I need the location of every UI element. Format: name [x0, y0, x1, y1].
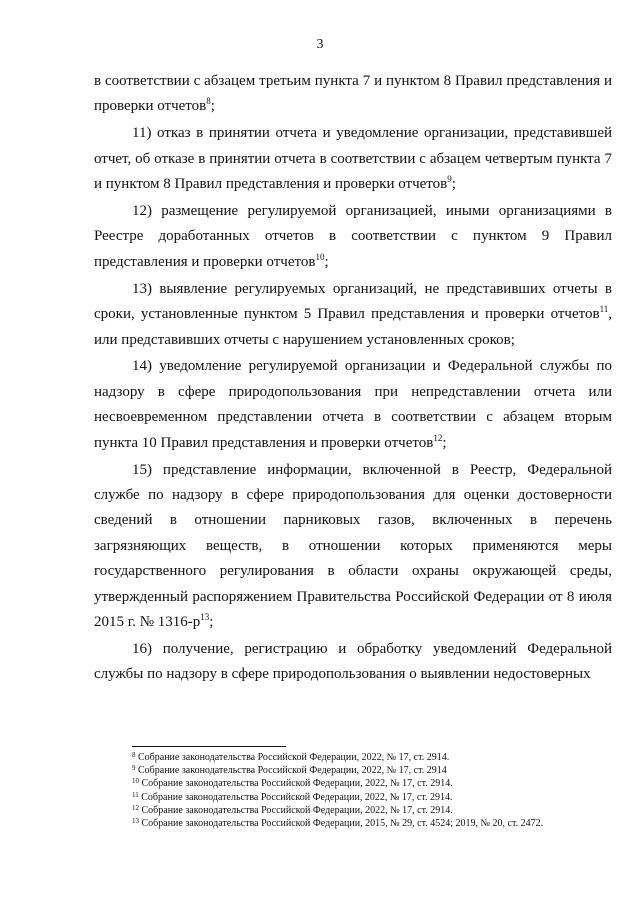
paragraph-tail: , или представивших отчеты с нарушением установленных сроков; [94, 306, 612, 348]
paragraph-text: 15) представление информации, включенной в Реестр, Федеральной службе по надзору в сфере природопользования для оценки достоверности сведений в отношении парниковых газов, включенных в перечень загрязняющих веществ, в отношении которых применяются меры государственного регулирования в области охраны окружающей среды, утвержденный распоряжением Правительства Российской Федерации от 8 июля 2015 г. № 1316-р [94, 461, 612, 631]
paragraph-tail: ; [451, 176, 456, 193]
footnote [132, 751, 612, 764]
footnote-number: 9 [132, 764, 136, 773]
footnote-ref: 11 [599, 304, 609, 315]
footnote-number: 11 [132, 790, 139, 799]
footnote-ref: 8 [206, 96, 211, 107]
footnote-text: Собрание законодательства Российской Федерации, 2022, № 17, ст. 2914 [138, 765, 447, 777]
footnote-ref: 9 [447, 174, 452, 185]
paragraph-text: 14) уведомление регулируемой организации и Федеральной службы по надзору в сфере природопользования при непредставлении отчета или несвоевременном представлении отчета в соответствии с абзацем вторым пункта 10 Правил представления и проверки отчетов [94, 358, 612, 451]
paragraph-item-14 [94, 354, 612, 456]
footnote-ref: 13 [200, 612, 210, 623]
footnote [132, 777, 612, 790]
document-body [94, 69, 612, 688]
footnote-number: 12 [132, 803, 139, 812]
paragraph-text: 16) получение, регистрацию и обработку уведомлений Федеральной службы по надзору в сфере природопользования о выявлении недостоверных [94, 640, 612, 683]
paragraph-tail: ; [324, 253, 329, 270]
paragraph-text: 11) отказ в принятии отчета и уведомление организации, представившей отчет, об отказе в принятии отчета в соответствии с абзацем четвертым пункта 7 и пунктом 8 Правил представления и проверки отчетов [94, 125, 612, 193]
footnotes [132, 751, 612, 830]
footnote-text: Собрание законодательства Российской Федерации, 2022, № 17, ст. 2914. [138, 752, 450, 763]
footnote-text: Собрание законодательства Российской Федерации, 2022, № 17, ст. 2914. [141, 778, 453, 790]
footnote-ref: 10 [315, 251, 325, 262]
footnote [132, 817, 612, 830]
footnote-number: 8 [132, 751, 136, 759]
paragraph-item-12 [94, 199, 612, 275]
paragraph-item-13 [94, 277, 612, 353]
footnote-number: 13 [132, 817, 139, 826]
footnote [132, 764, 612, 777]
footnote-ref: 12 [433, 432, 443, 443]
footnote [132, 791, 612, 804]
footnote-separator [132, 746, 286, 747]
paragraph-continuation [94, 69, 612, 120]
footnote [132, 804, 612, 817]
paragraph-item-16 [94, 637, 612, 688]
paragraph-tail: ; [442, 434, 447, 451]
footnote-text: Собрание законодательства Российской Федерации, 2015, № 29, ст. 4524; 2019, № 20, ст. 2472. [141, 818, 544, 830]
footnote-text: Собрание законодательства Российской Федерации, 2022, № 17, ст. 2914. [141, 791, 453, 803]
paragraph-text: 13) выявление регулируемых организаций, не представивших отчеты в сроки, установленные пунктом 5 Правил представления и проверки отчетов [94, 280, 612, 323]
footnote-text: Собрание законодательства Российской Федерации, 2022, № 17, ст. 2914. [141, 804, 453, 816]
paragraph-item-15 [94, 458, 612, 636]
paragraph-text: в соответствии с абзацем третьим пункта 7 и пунктом 8 Правил представления и проверки отчетов [94, 73, 612, 115]
footnote-number: 10 [132, 777, 139, 786]
paragraph-item-11 [94, 121, 612, 197]
paragraph-tail: ; [210, 98, 215, 115]
paragraph-tail: ; [209, 614, 214, 631]
paragraph-text: 12) размещение регулируемой организацией, иными организациями в Реестре доработанных отчетов в соответствии с пунктом 9 Правил представления и проверки отчетов [94, 203, 612, 270]
page-number: 3 [316, 37, 324, 52]
